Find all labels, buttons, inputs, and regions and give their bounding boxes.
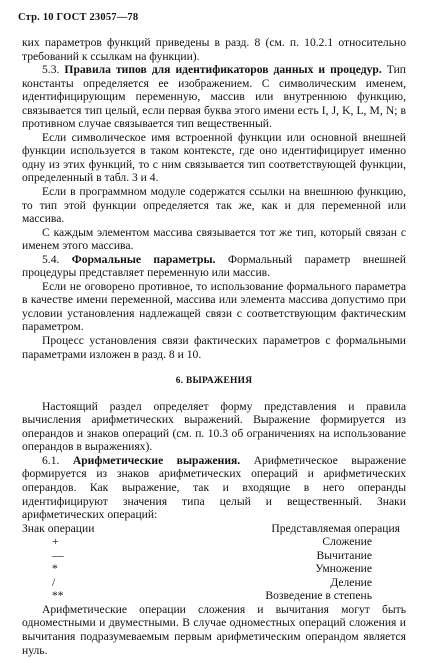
operation-row — [22, 589, 406, 603]
section-5-4 — [22, 253, 406, 280]
paragraph-array-element: С каждым элементом массива связывается тот же тип, который связан с именем этого массива. — [22, 225, 406, 253]
section-number: 6.1. — [42, 453, 60, 467]
section-number: 5.4. — [42, 252, 60, 266]
section-text: Тип константы определяется ее изображением. С символическим именем, идентифицирующим переменную, массив или внутреннюю функцию, связывается тип целый, если первая буква этого имени есть I, J, K, L, M, N; в противном случае связывается тип вещественный. — [22, 63, 406, 131]
paragraph-continuation: ких параметров функций приведены в разд. 8 (см. п. 10.2.1 относительно требований к ссылкам на функции). — [22, 36, 406, 63]
section-5-3 — [22, 63, 406, 131]
section-title: Формальные параметры. — [71, 252, 216, 266]
operation-sign: — — [52, 548, 64, 562]
operation-name: Сложение — [322, 535, 372, 549]
paragraph-external-function: Если в программном модуле содержатся ссылки на внешнюю функцию, то тип этой функции определяется так же, как и для переменной или массива. — [22, 185, 406, 226]
paragraph-formal-parameter: Если не оговорено противное, то использование формального параметра в качестве имени переменной, массива или элемента массива допустимо при условии установления надлежащей связи с соответствующим фактическим параметром. — [22, 279, 406, 334]
operation-row — [22, 535, 406, 549]
section-text: Арифметическое выражение формируется из знаков арифметических операций и арифметических операндов. Как выражение, так и входящие в него операнды идентифицируют значения типа целый и вещественный. Знаки арифметических операций: — [22, 453, 406, 522]
section-6-1 — [22, 454, 406, 522]
operation-sign: / — [52, 575, 56, 589]
section-heading: 6. ВЫРАЖЕНИЯ — [175, 376, 253, 387]
operation-name: Вычитание — [316, 548, 372, 562]
operation-name: Возведение в степень — [265, 589, 372, 603]
operation-row — [22, 562, 406, 576]
operation-sign: + — [52, 535, 59, 549]
section-text: Формальный параметр внешней процедуры представляет переменную или массив. — [22, 252, 407, 280]
document-body — [22, 36, 406, 657]
paragraph-section-intro: Настоящий раздел определяет форму представления и правила вычисления арифметических выражений. Выражение формируется из операндов и знаков операций (см. п. 10.3 об ограничениях на использование операндов в выражениях). — [22, 399, 406, 454]
operation-name: Умножение — [315, 562, 372, 576]
section-title: Правила типов для идентификаторов данных и процедур. — [64, 63, 382, 77]
operation-sign: * — [52, 562, 58, 576]
section-title: Арифметические выражения. — [72, 453, 241, 467]
operation-name: Деление — [330, 575, 372, 589]
operation-row — [22, 549, 406, 563]
operation-sign: ** — [52, 589, 64, 603]
operations-table — [22, 535, 406, 603]
operation-row — [22, 576, 406, 590]
paragraph-unary-operations: Арифметические операции сложения и вычитания могут быть одноместными и двуместными. В случае одноместных операций сложения и вычитания подразумеваемым первым арифметическим операндом является нуль. — [22, 602, 406, 657]
page-header: Стр. 10 ГОСТ 23057—78 — [18, 12, 139, 23]
column-operation-header: Представляемая операция — [271, 521, 400, 535]
section-number: 5.3. — [42, 63, 60, 77]
paragraph-symbolic-name: Если символическое имя встроенной функции или основной внешней функции используется в таком контексте, где оно идентифицирует именно одну из этих функций, то с ним связывается тип соответствующей функции, определенный в табл. 3 и 4. — [22, 130, 406, 185]
operations-table-header — [22, 522, 406, 536]
column-sign-header: Знак операции — [22, 521, 95, 535]
paragraph-process: Процесс установления связи фактических параметров с формальными параметрами изложен в разд. 8 и 10. — [22, 334, 406, 361]
